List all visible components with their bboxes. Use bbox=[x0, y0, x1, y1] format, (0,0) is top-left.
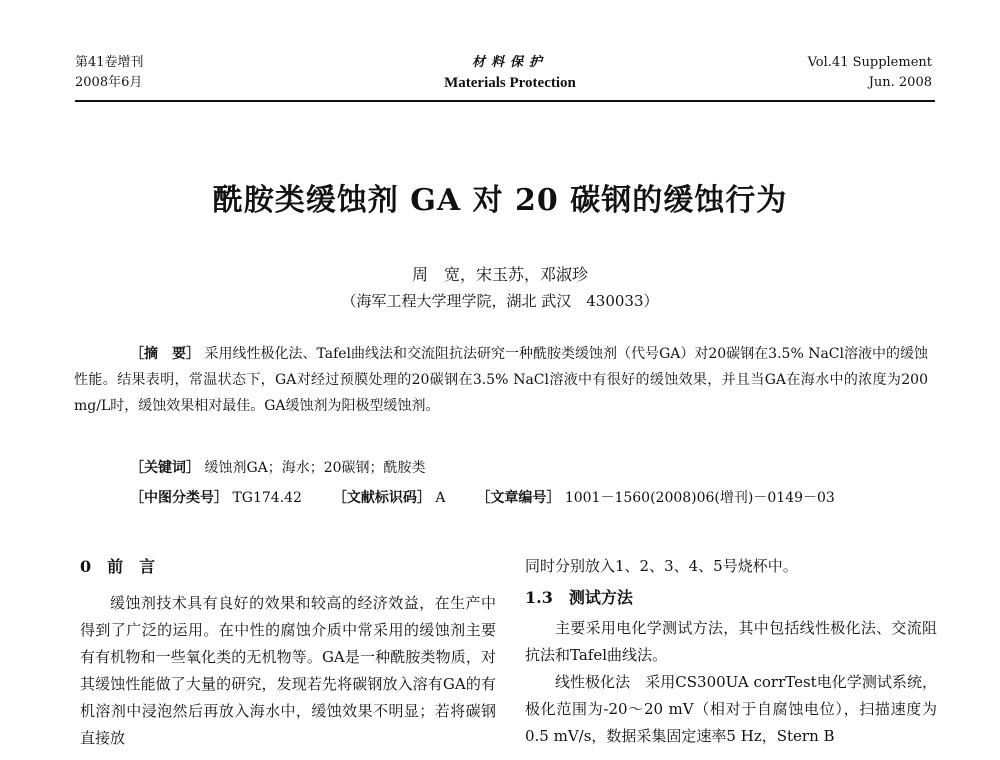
intro-paragraph: 缓蚀剂技术具有良好的效果和较高的经济效益，在生产中得到了广泛的运用。在中性的腐蚀介质中常采用的缓蚀剂主要有有机物和一些氧化类的无机物等。GA是一种酰胺类物质，对其缓蚀性能做了大量的研究，发现若先将碳钢放入溶有GA的有机溶剂中浸泡然后再放入海水中，缓蚀效果不明显；若将碳钢直接放 bbox=[80, 594, 496, 747]
clc-value: TG174.42 bbox=[232, 490, 302, 506]
keywords-label: ［关键词］ bbox=[130, 460, 200, 476]
keywords-text: 缓蚀剂GA；海水；20碳钢；酰胺类 bbox=[204, 460, 426, 476]
method-paragraph-1: 主要采用电化学测试方法，其中包括线性极化法、交流阻抗法和Tafel曲线法。 bbox=[525, 619, 937, 664]
header-issue-info bbox=[808, 53, 932, 93]
doc-code-label: ［文献标识码］ bbox=[332, 490, 431, 506]
keywords bbox=[130, 457, 426, 479]
clc-label: ［中图分类号］ bbox=[130, 490, 228, 506]
header-date-en: Jun. 2008 bbox=[868, 75, 932, 90]
journal-name-cn: 材料保护 bbox=[471, 55, 548, 70]
header-date: 2008年6月 bbox=[75, 75, 143, 90]
section-heading-method: 1.3 测试方法 bbox=[525, 588, 633, 607]
abstract-text: 采用线性极化法、Tafel曲线法和交流阻抗法研究一种酰胺类缓蚀剂（代号GA）对20碳钢在3.5% NaCl溶液中的缓蚀性能。结果表明，常温状态下，GA对经过预膜处理的20碳钢在3.5% NaCl溶液中有很好的缓蚀效果，并且当GA在海水中的浓度为200 mg/L时，缓蚀效果相对最佳。GA缓蚀剂为阳极型缓蚀剂。 bbox=[74, 346, 929, 414]
right-column bbox=[525, 553, 937, 750]
header-volume-en: Vol.41 Supplement bbox=[807, 55, 932, 70]
doc-code-value: A bbox=[435, 490, 446, 506]
header-volume: 第41卷增刊 bbox=[75, 55, 144, 70]
classification-line bbox=[130, 487, 835, 509]
header-journal bbox=[400, 53, 620, 93]
header-rule bbox=[75, 100, 935, 102]
article-no-value: 1001－1560(2008)06(增刊)－0149－03 bbox=[564, 490, 835, 506]
method-paragraph-2: 线性极化法 采用CS300UA corrTest电化学测试系统，极化范围为-20～20 mV（相对于自腐蚀电位），扫描速度为0.5 mV/s，数据采集固定速率5 Hz，Stern B bbox=[525, 673, 937, 745]
right-column-continuation: 同时分别放入1、2、3、4、5号烧杯中。 bbox=[525, 557, 798, 575]
header-volume-info bbox=[75, 53, 144, 93]
paper-title: 酰胺类缓蚀剂 GA 对 20 碳钢的缓蚀行为 bbox=[212, 183, 788, 218]
abstract bbox=[74, 341, 928, 419]
section-heading-intro: 0 前 言 bbox=[80, 557, 156, 576]
left-column bbox=[80, 553, 496, 752]
journal-name-en: Materials Protection bbox=[444, 75, 576, 91]
article-no-label: ［文章编号］ bbox=[476, 490, 561, 506]
abstract-label: ［摘 要］ bbox=[130, 346, 201, 362]
paper-authors: 周 宽，宋玉苏，邓淑珍 bbox=[411, 265, 588, 284]
paper-affiliation: （海军工程大学理学院，湖北 武汉 430033） bbox=[341, 292, 659, 310]
